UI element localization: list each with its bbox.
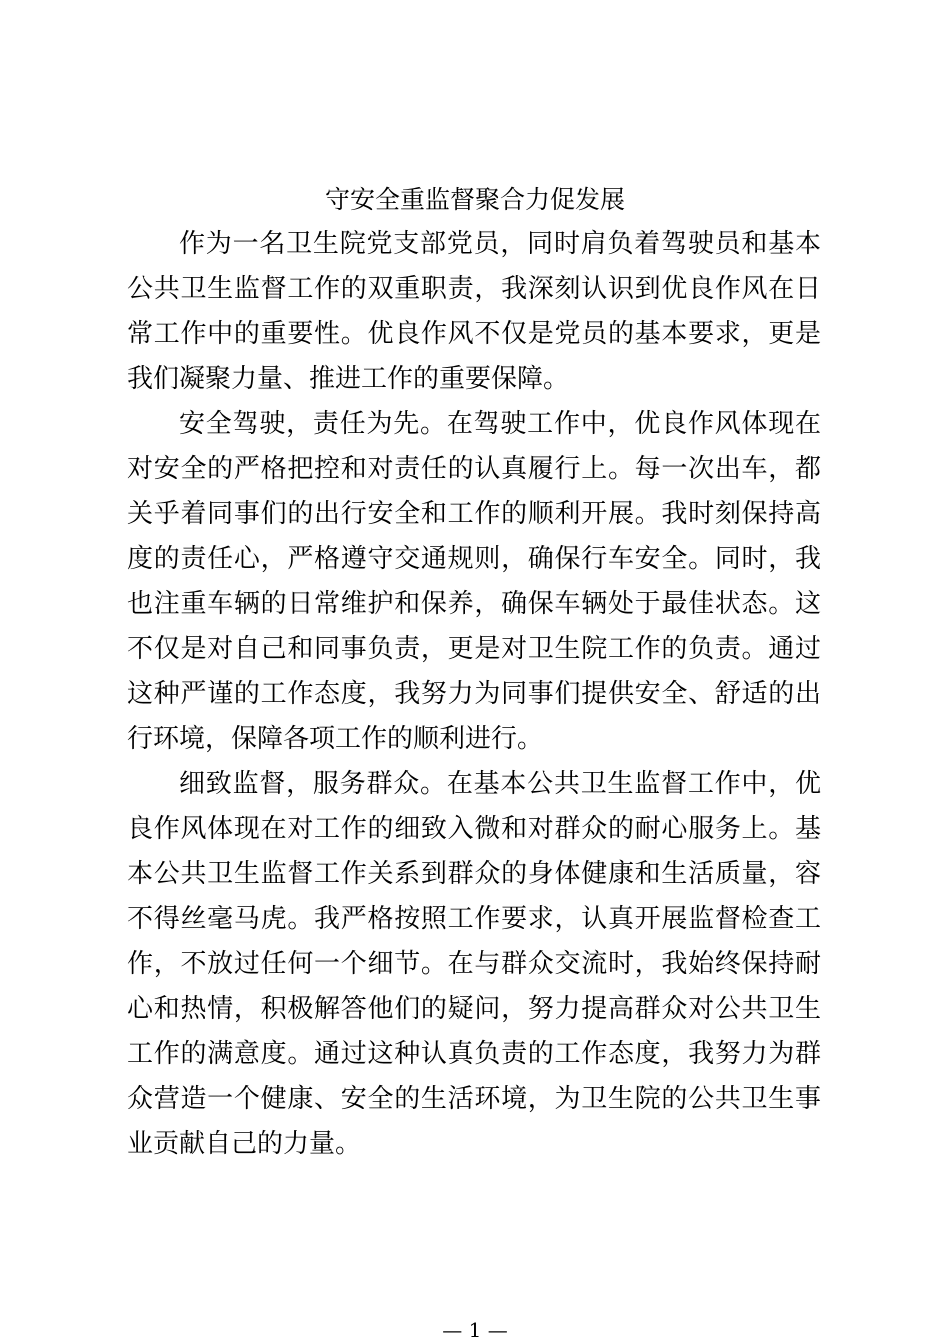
document-body — [127, 222, 821, 1167]
paragraph-supervision: 细致监督，服务群众。在基本公共卫生监督工作中，优良作风体现在对工作的细致入微和对群众的耐心服务上。基本公共卫生监督工作关系到群众的身体健康和生活质量，容不得丝毫马虎。我严格按照工作要求，认真开展监督检查工作，不放过任何一个细节。在与群众交流时，我始终保持耐心和热情，积极解答他们的疑问，努力提高群众对公共卫生工作的满意度。通过这种认真负责的工作态度，我努力为群众营造一个健康、安全的生活环境，为卫生院的公共卫生事业贡献自己的力量。 — [127, 769, 821, 1159]
document-title: 守安全重监督聚合力促发展 — [324, 185, 625, 214]
paragraph-safe-driving: 安全驾驶，责任为先。在驾驶工作中，优良作风体现在对安全的严格把控和对责任的认真履行上。每一次出车，都关乎着同事们的出行安全和工作的顺利开展。我时刻保持高度的责任心，严格遵守交通规则，确保行车安全。同时，我也注重车辆的日常维护和保养，确保车辆处于最佳状态。这不仅是对自己和同事负责，更是对卫生院工作的负责。通过这种严谨的工作态度，我努力为同事们提供安全、舒适的出行环境，保障各项工作的顺利进行。 — [127, 409, 821, 754]
page-number: — 1 — — [442, 1318, 508, 1342]
paragraph-intro: 作为一名卫生院党支部党员，同时肩负着驾驶员和基本公共卫生监督工作的双重职责，我深刻认识到优良作风在日常工作中的重要性。优良作风不仅是党员的基本要求，更是我们凝聚力量、推进工作的重要保障。 — [127, 229, 821, 394]
